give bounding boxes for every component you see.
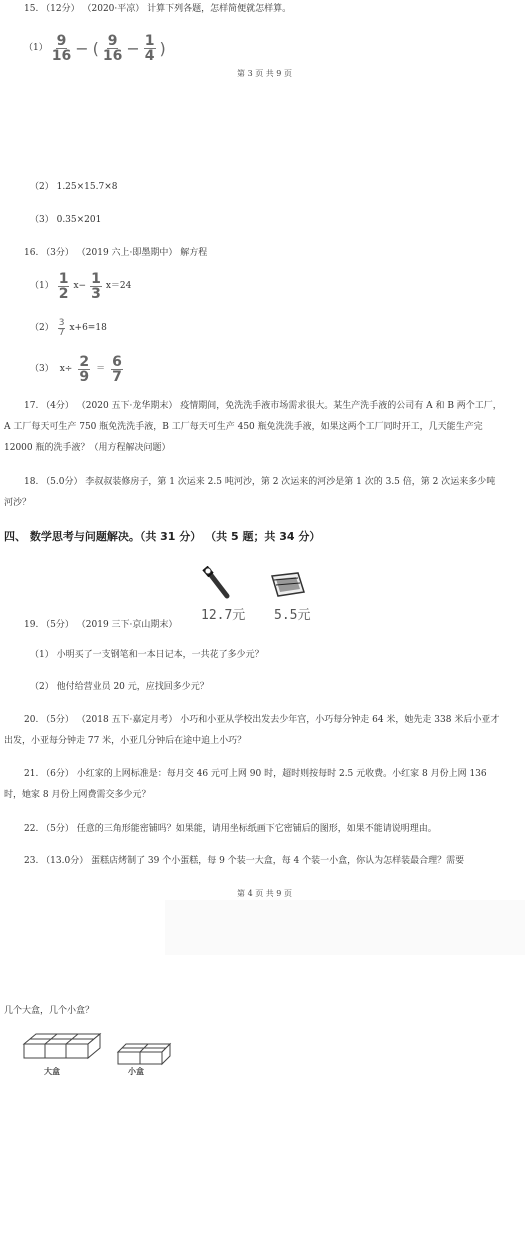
fraction: $\frac{2}{9}$ [79,353,90,385]
small-box-diagram [116,1042,172,1076]
fraction: $\frac{9}{16}$ [51,32,72,64]
q15-item1-label: （1） [24,43,48,53]
fraction: $\frac{6}{7}$ [112,353,122,385]
q15-header: 15. （12分） （2020·平凉） 计算下列各题，怎样简便就怎样算。 [24,4,292,14]
big-box-label: 大盒 [44,1066,60,1076]
q23-continuation: 几个大盒，几个小盒？ [4,1006,95,1016]
q16-header: 16. （3分） （2019 六上·即墨期中） 解方程 [24,248,208,258]
small-box-label: 小盒 [128,1066,144,1076]
fraction: $\frac{1}{4}$ [144,32,155,64]
page-footer: 第 3 页 共 9 页 [237,69,292,78]
q23-text: 23. （13.0分） 蛋糕店烤制了 39 个小蛋糕，每 9 个装一大盒，每 4 个装一小盒，你认为怎样装最合理？需要 [24,856,465,866]
section-heading: 四、 数学思考与问题解决。（共 31 分） （共 5 题；共 34 分） [4,530,321,543]
q20-text: 20. （5分） （2018 五下·嘉定月考） 小巧和小亚从学校出发去少年宫，小巧每分钟走 64 米，她先走 338 米后小亚才出发，小亚每分钟走 77 米，小亚几分钟后在途中追上小巧？ [4,715,500,746]
minus-sign: − [126,38,140,58]
fraction: $\frac{1}{2}$ [58,270,69,302]
q21-text: 21. （6分） 小红家的上网标准是：每月交 46 元可上网 90 时，超时则按每时 2.5 元收费。小红家 8 月份上网 136 时，她家 8 月份上网费需交多少元？ [4,769,487,800]
q22-text: 22. （5分） 任意的三角形能密铺吗？如果能，请用坐标纸画下它密铺后的图形，如果不能请说明理由。 [24,824,437,834]
q15-item3: （3） 0.35×201 [30,215,102,225]
q16-item3-start: x÷ [59,364,73,374]
q16-item1 [30,271,131,301]
q19-item1: （1） 小明买了一支钢笔和一本日记本，一共花了多少元？ [30,650,264,660]
equals-sign: ＝ [96,364,106,374]
q16-item2-label: （2） [30,323,54,333]
open-paren: ( [92,38,99,58]
q18-text: 18. （5.0分） 李叔叔装修房子，第 1 次运来 2.5 吨河沙，第 2 次运来的河沙是第 1 次的 3.5 倍，第 2 次运来多少吨河沙？ [4,477,496,508]
q15-item2: （2） 1.25×15.7×8 [30,182,118,192]
notebook-icon [268,570,308,600]
close-paren: ) [159,38,166,58]
q16-item2 [30,313,107,343]
q17-text: 17. （4分） （2020 五下·龙华期末） 疫情期间，免洗洗手液市场需求很大。某生产洗手液的公司有 A 和 B 两个工厂，A 工厂每天可生产 750 瓶免洗洗手液，B 工厂每天可生产 450 瓶免洗洗手液，如果这两个工厂同时开工，几天能生产完 12000 瓶的洗手液？（用方程解决问题） [4,401,502,453]
q19-header: 19. （5分） （2019 三下·京山期末） [24,620,178,630]
big-box-diagram [22,1032,102,1076]
notebook-price: 5.5元 [274,608,311,623]
q16-item1-mid: x− [73,281,87,291]
q16-item2-end: x+6=18 [69,323,107,333]
pen-icon [195,566,255,602]
fraction: $\frac{9}{16}$ [102,32,123,64]
q16-item3 [30,352,123,386]
q16-item1-label: （1） [30,281,54,291]
q16-item1-end: x＝24 [105,281,132,291]
fraction: $\frac{1}{3}$ [91,270,101,302]
page-shadow [165,900,525,955]
q19-item2: （2） 他付给营业员 20 元，应找回多少元？ [30,682,209,692]
fraction: $\frac{3}{7}$ [58,317,65,338]
minus-sign: − [75,38,89,58]
pen-price: 12.7元 [201,608,246,623]
q16-item3-label: （3） [30,364,54,374]
q15-item1 [24,32,166,64]
page-footer-2: 第 4 页 共 9 页 [237,889,292,898]
